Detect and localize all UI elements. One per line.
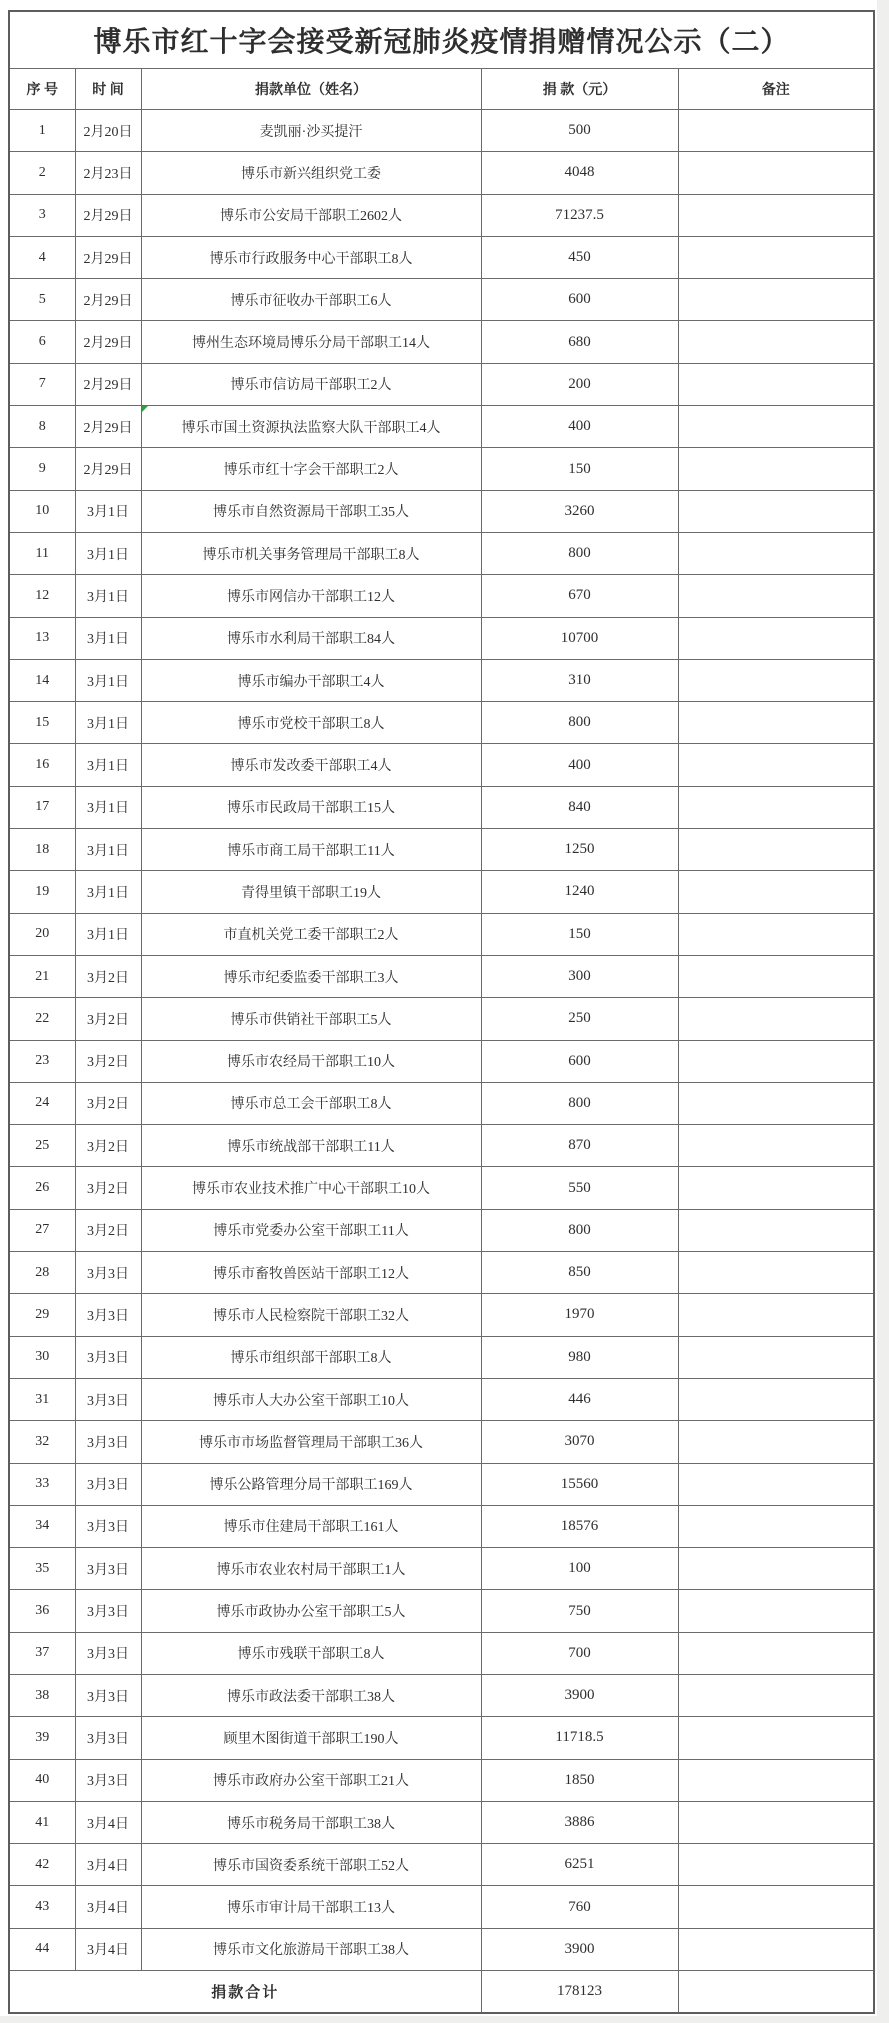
total-label: 捐款合计 [9, 1971, 481, 2013]
cell-no: 27 [9, 1209, 75, 1251]
header-row [9, 69, 874, 110]
table-row [9, 786, 874, 828]
cell-remark [678, 829, 874, 871]
cell-no: 37 [9, 1632, 75, 1674]
table-row [9, 1674, 874, 1716]
cell-no: 29 [9, 1294, 75, 1336]
cell-amount: 10700 [481, 617, 678, 659]
cell-date: 2月29日 [75, 363, 141, 405]
cell-date: 3月3日 [75, 1548, 141, 1590]
cell-remark [678, 532, 874, 574]
cell-no: 16 [9, 744, 75, 786]
cell-amount: 150 [481, 448, 678, 490]
cell-no: 17 [9, 786, 75, 828]
cell-remark [678, 490, 874, 532]
cell-remark [678, 1082, 874, 1124]
table-row [9, 829, 874, 871]
cell-no: 8 [9, 406, 75, 448]
cell-date: 2月20日 [75, 110, 141, 152]
header-seq: 序 号 [9, 69, 75, 110]
cell-date: 3月2日 [75, 955, 141, 997]
cell-donor: 博州生态环境局博乐分局干部职工14人 [141, 321, 481, 363]
cell-no: 35 [9, 1548, 75, 1590]
cell-no: 33 [9, 1463, 75, 1505]
cell-amount: 850 [481, 1252, 678, 1294]
cell-amount: 15560 [481, 1463, 678, 1505]
cell-donor: 博乐市供销社干部职工5人 [141, 998, 481, 1040]
table-row [9, 1590, 874, 1632]
cell-donor: 博乐市住建局干部职工161人 [141, 1505, 481, 1547]
cell-remark [678, 575, 874, 617]
table-row [9, 1928, 874, 1970]
cell-remark [678, 1801, 874, 1843]
cell-date: 2月29日 [75, 279, 141, 321]
cell-donor: 博乐市国资委系统干部职工52人 [141, 1844, 481, 1886]
table-row [9, 1759, 874, 1801]
cell-donor: 博乐市红十字会干部职工2人 [141, 448, 481, 490]
cell-remark [678, 1844, 874, 1886]
table-row [9, 1167, 874, 1209]
cell-remark [678, 1632, 874, 1674]
cell-donor: 博乐市人民检察院干部职工32人 [141, 1294, 481, 1336]
cell-amount: 71237.5 [481, 194, 678, 236]
table-row [9, 532, 874, 574]
table-row [9, 279, 874, 321]
donation-table-body [9, 11, 874, 2013]
cell-amount: 6251 [481, 1844, 678, 1886]
cell-date: 3月1日 [75, 744, 141, 786]
comment-marker-icon [142, 406, 148, 412]
cell-remark [678, 1125, 874, 1167]
cell-amount: 400 [481, 406, 678, 448]
cell-date: 3月3日 [75, 1632, 141, 1674]
cell-remark [678, 1040, 874, 1082]
header-donor: 捐款单位（姓名） [141, 69, 481, 110]
cell-donor: 博乐市人大办公室干部职工10人 [141, 1378, 481, 1420]
cell-remark [678, 1548, 874, 1590]
cell-amount: 11718.5 [481, 1717, 678, 1759]
cell-amount: 670 [481, 575, 678, 617]
cell-donor: 博乐市政协办公室干部职工5人 [141, 1590, 481, 1632]
cell-date: 3月3日 [75, 1674, 141, 1716]
cell-amount: 750 [481, 1590, 678, 1632]
cell-amount: 3260 [481, 490, 678, 532]
cell-remark [678, 913, 874, 955]
table-row [9, 871, 874, 913]
cell-date: 3月3日 [75, 1294, 141, 1336]
cell-no: 36 [9, 1590, 75, 1632]
table-row [9, 490, 874, 532]
table-row [9, 955, 874, 997]
cell-remark [678, 194, 874, 236]
table-row [9, 194, 874, 236]
cell-remark [678, 1674, 874, 1716]
cell-remark [678, 363, 874, 405]
table-row [9, 1463, 874, 1505]
cell-no: 21 [9, 955, 75, 997]
table-row [9, 1632, 874, 1674]
cell-no: 34 [9, 1505, 75, 1547]
cell-no: 39 [9, 1717, 75, 1759]
cell-date: 3月4日 [75, 1844, 141, 1886]
cell-donor: 博乐市残联干部职工8人 [141, 1632, 481, 1674]
cell-remark [678, 1886, 874, 1928]
cell-date: 3月3日 [75, 1421, 141, 1463]
cell-no: 15 [9, 702, 75, 744]
cell-amount: 310 [481, 659, 678, 701]
cell-no: 28 [9, 1252, 75, 1294]
cell-remark [678, 110, 874, 152]
cell-remark [678, 1336, 874, 1378]
cell-date: 3月3日 [75, 1590, 141, 1632]
cell-date: 3月2日 [75, 1040, 141, 1082]
cell-donor: 博乐市公安局干部职工2602人 [141, 194, 481, 236]
cell-donor: 博乐市网信办干部职工12人 [141, 575, 481, 617]
cell-date: 3月4日 [75, 1801, 141, 1843]
table-row [9, 1082, 874, 1124]
cell-date: 2月29日 [75, 448, 141, 490]
cell-donor: 博乐市行政服务中心干部职工8人 [141, 236, 481, 278]
cell-amount: 1850 [481, 1759, 678, 1801]
cell-no: 19 [9, 871, 75, 913]
cell-donor: 博乐市水利局干部职工84人 [141, 617, 481, 659]
cell-amount: 150 [481, 913, 678, 955]
cell-date: 3月2日 [75, 998, 141, 1040]
cell-date: 3月1日 [75, 617, 141, 659]
cell-donor: 博乐市发改委干部职工4人 [141, 744, 481, 786]
table-row [9, 998, 874, 1040]
cell-amount: 800 [481, 1209, 678, 1251]
cell-donor: 博乐市商工局干部职工11人 [141, 829, 481, 871]
cell-remark [678, 1167, 874, 1209]
cell-amount: 446 [481, 1378, 678, 1420]
total-row [9, 1971, 874, 2013]
cell-amount: 800 [481, 702, 678, 744]
cell-date: 3月1日 [75, 659, 141, 701]
cell-donor: 博乐市机关事务管理局干部职工8人 [141, 532, 481, 574]
cell-remark [678, 702, 874, 744]
cell-no: 40 [9, 1759, 75, 1801]
cell-donor: 博乐市政法委干部职工38人 [141, 1674, 481, 1716]
cell-remark [678, 1590, 874, 1632]
table-row [9, 236, 874, 278]
table-row [9, 1844, 874, 1886]
cell-amount: 800 [481, 532, 678, 574]
cell-no: 14 [9, 659, 75, 701]
cell-date: 2月29日 [75, 406, 141, 448]
cell-amount: 600 [481, 279, 678, 321]
cell-no: 1 [9, 110, 75, 152]
cell-donor: 博乐市农经局干部职工10人 [141, 1040, 481, 1082]
cell-remark [678, 617, 874, 659]
table-row [9, 363, 874, 405]
cell-donor: 博乐市统战部干部职工11人 [141, 1125, 481, 1167]
table-row [9, 1886, 874, 1928]
cell-remark [678, 321, 874, 363]
table-row [9, 1336, 874, 1378]
cell-remark [678, 1252, 874, 1294]
cell-date: 3月2日 [75, 1209, 141, 1251]
cell-amount: 870 [481, 1125, 678, 1167]
cell-no: 43 [9, 1886, 75, 1928]
cell-remark [678, 1463, 874, 1505]
cell-donor: 博乐市农业技术推广中心干部职工10人 [141, 1167, 481, 1209]
cell-date: 2月29日 [75, 194, 141, 236]
cell-donor: 博乐市党校干部职工8人 [141, 702, 481, 744]
cell-amount: 840 [481, 786, 678, 828]
cell-no: 10 [9, 490, 75, 532]
header-date: 时 间 [75, 69, 141, 110]
cell-remark [678, 1759, 874, 1801]
cell-no: 42 [9, 1844, 75, 1886]
cell-date: 3月2日 [75, 1167, 141, 1209]
table-row [9, 448, 874, 490]
cell-no: 6 [9, 321, 75, 363]
cell-amount: 600 [481, 1040, 678, 1082]
table-row [9, 1209, 874, 1251]
cell-no: 7 [9, 363, 75, 405]
cell-remark [678, 744, 874, 786]
cell-donor: 博乐市民政局干部职工15人 [141, 786, 481, 828]
title-row [9, 11, 874, 69]
cell-donor: 博乐市市场监督管理局干部职工36人 [141, 1421, 481, 1463]
cell-donor: 市直机关党工委干部职工2人 [141, 913, 481, 955]
table-row [9, 1378, 874, 1420]
table-row [9, 1252, 874, 1294]
cell-amount: 450 [481, 236, 678, 278]
table-row [9, 1040, 874, 1082]
cell-remark [678, 1505, 874, 1547]
cell-donor: 博乐市编办干部职工4人 [141, 659, 481, 701]
cell-no: 4 [9, 236, 75, 278]
cell-remark [678, 659, 874, 701]
table-row [9, 659, 874, 701]
cell-donor: 博乐市审计局干部职工13人 [141, 1886, 481, 1928]
cell-donor: 博乐市信访局干部职工2人 [141, 363, 481, 405]
cell-date: 3月2日 [75, 1125, 141, 1167]
cell-remark [678, 1294, 874, 1336]
cell-date: 3月3日 [75, 1717, 141, 1759]
cell-date: 2月29日 [75, 236, 141, 278]
cell-donor: 博乐市新兴组织党工委 [141, 152, 481, 194]
cell-amount: 3900 [481, 1674, 678, 1716]
table-row [9, 1125, 874, 1167]
cell-amount: 1970 [481, 1294, 678, 1336]
cell-amount: 1240 [481, 871, 678, 913]
cell-remark [678, 998, 874, 1040]
cell-donor: 博乐公路管理分局干部职工169人 [141, 1463, 481, 1505]
table-row [9, 617, 874, 659]
cell-donor: 博乐市税务局干部职工38人 [141, 1801, 481, 1843]
cell-no: 38 [9, 1674, 75, 1716]
cell-no: 41 [9, 1801, 75, 1843]
cell-amount: 300 [481, 955, 678, 997]
cell-remark [678, 786, 874, 828]
cell-donor: 博乐市政府办公室干部职工21人 [141, 1759, 481, 1801]
cell-no: 12 [9, 575, 75, 617]
cell-donor: 顾里木图街道干部职工190人 [141, 1717, 481, 1759]
cell-no: 18 [9, 829, 75, 871]
cell-no: 31 [9, 1378, 75, 1420]
cell-no: 11 [9, 532, 75, 574]
cell-donor: 麦凯丽·沙买提汗 [141, 110, 481, 152]
cell-remark [678, 279, 874, 321]
table-row [9, 1294, 874, 1336]
cell-date: 3月3日 [75, 1463, 141, 1505]
cell-amount: 500 [481, 110, 678, 152]
table-row [9, 744, 874, 786]
cell-remark [678, 1209, 874, 1251]
cell-donor: 博乐市总工会干部职工8人 [141, 1082, 481, 1124]
cell-donor: 博乐市文化旅游局干部职工38人 [141, 1928, 481, 1970]
table-row [9, 1505, 874, 1547]
table-row [9, 1421, 874, 1463]
cell-no: 9 [9, 448, 75, 490]
cell-remark [678, 1421, 874, 1463]
cell-donor: 博乐市农业农村局干部职工1人 [141, 1548, 481, 1590]
cell-no: 44 [9, 1928, 75, 1970]
cell-no: 25 [9, 1125, 75, 1167]
table-row [9, 152, 874, 194]
cell-date: 3月1日 [75, 829, 141, 871]
cell-date: 3月4日 [75, 1886, 141, 1928]
cell-date: 3月1日 [75, 575, 141, 617]
cell-amount: 1250 [481, 829, 678, 871]
cell-amount: 550 [481, 1167, 678, 1209]
cell-no: 32 [9, 1421, 75, 1463]
cell-date: 3月3日 [75, 1252, 141, 1294]
cell-amount: 200 [481, 363, 678, 405]
cell-remark [678, 448, 874, 490]
cell-amount: 700 [481, 1632, 678, 1674]
total-amount: 178123 [481, 1971, 678, 2013]
cell-date: 3月1日 [75, 702, 141, 744]
cell-remark [678, 236, 874, 278]
cell-date: 3月1日 [75, 490, 141, 532]
cell-no: 26 [9, 1167, 75, 1209]
cell-amount: 980 [481, 1336, 678, 1378]
header-amount: 捐 款（元） [481, 69, 678, 110]
total-remark [678, 1971, 874, 2013]
cell-date: 2月23日 [75, 152, 141, 194]
cell-date: 3月1日 [75, 871, 141, 913]
cell-amount: 760 [481, 1886, 678, 1928]
table-row [9, 1548, 874, 1590]
cell-date: 3月3日 [75, 1378, 141, 1420]
cell-no: 22 [9, 998, 75, 1040]
cell-donor: 博乐市畜牧兽医站干部职工12人 [141, 1252, 481, 1294]
cell-date: 3月4日 [75, 1928, 141, 1970]
table-row [9, 575, 874, 617]
cell-amount: 18576 [481, 1505, 678, 1547]
cell-date: 2月29日 [75, 321, 141, 363]
cell-remark [678, 1378, 874, 1420]
cell-amount: 3886 [481, 1801, 678, 1843]
cell-no: 30 [9, 1336, 75, 1378]
table-row [9, 1717, 874, 1759]
cell-date: 3月1日 [75, 786, 141, 828]
table-row [9, 321, 874, 363]
cell-date: 3月1日 [75, 532, 141, 574]
cell-no: 5 [9, 279, 75, 321]
cell-donor: 青得里镇干部职工19人 [141, 871, 481, 913]
cell-remark [678, 1928, 874, 1970]
cell-date: 3月3日 [75, 1336, 141, 1378]
cell-amount: 3900 [481, 1928, 678, 1970]
cell-donor: 博乐市征收办干部职工6人 [141, 279, 481, 321]
cell-amount: 3070 [481, 1421, 678, 1463]
cell-amount: 4048 [481, 152, 678, 194]
donation-table [8, 10, 875, 2014]
cell-amount: 100 [481, 1548, 678, 1590]
cell-amount: 400 [481, 744, 678, 786]
cell-remark [678, 955, 874, 997]
table-row [9, 110, 874, 152]
table-row [9, 406, 874, 448]
cell-date: 3月3日 [75, 1505, 141, 1547]
cell-date: 3月1日 [75, 913, 141, 955]
cell-donor: 博乐市国土资源执法监察大队干部职工4人 [141, 406, 481, 448]
cell-no: 13 [9, 617, 75, 659]
cell-date: 3月2日 [75, 1082, 141, 1124]
cell-donor: 博乐市纪委监委干部职工3人 [141, 955, 481, 997]
cell-amount: 800 [481, 1082, 678, 1124]
page-title: 博乐市红十字会接受新冠肺炎疫情捐赠情况公示（二） [9, 11, 874, 69]
cell-date: 3月3日 [75, 1759, 141, 1801]
cell-amount: 680 [481, 321, 678, 363]
cell-no: 20 [9, 913, 75, 955]
table-row [9, 913, 874, 955]
cell-remark [678, 871, 874, 913]
cell-remark [678, 406, 874, 448]
cell-remark [678, 1717, 874, 1759]
table-row [9, 702, 874, 744]
table-row [9, 1801, 874, 1843]
cell-no: 3 [9, 194, 75, 236]
cell-remark [678, 152, 874, 194]
cell-no: 24 [9, 1082, 75, 1124]
cell-amount: 250 [481, 998, 678, 1040]
cell-no: 23 [9, 1040, 75, 1082]
header-remark: 备注 [678, 69, 874, 110]
cell-donor: 博乐市自然资源局干部职工35人 [141, 490, 481, 532]
cell-no: 2 [9, 152, 75, 194]
cell-donor: 博乐市组织部干部职工8人 [141, 1336, 481, 1378]
cell-donor: 博乐市党委办公室干部职工11人 [141, 1209, 481, 1251]
